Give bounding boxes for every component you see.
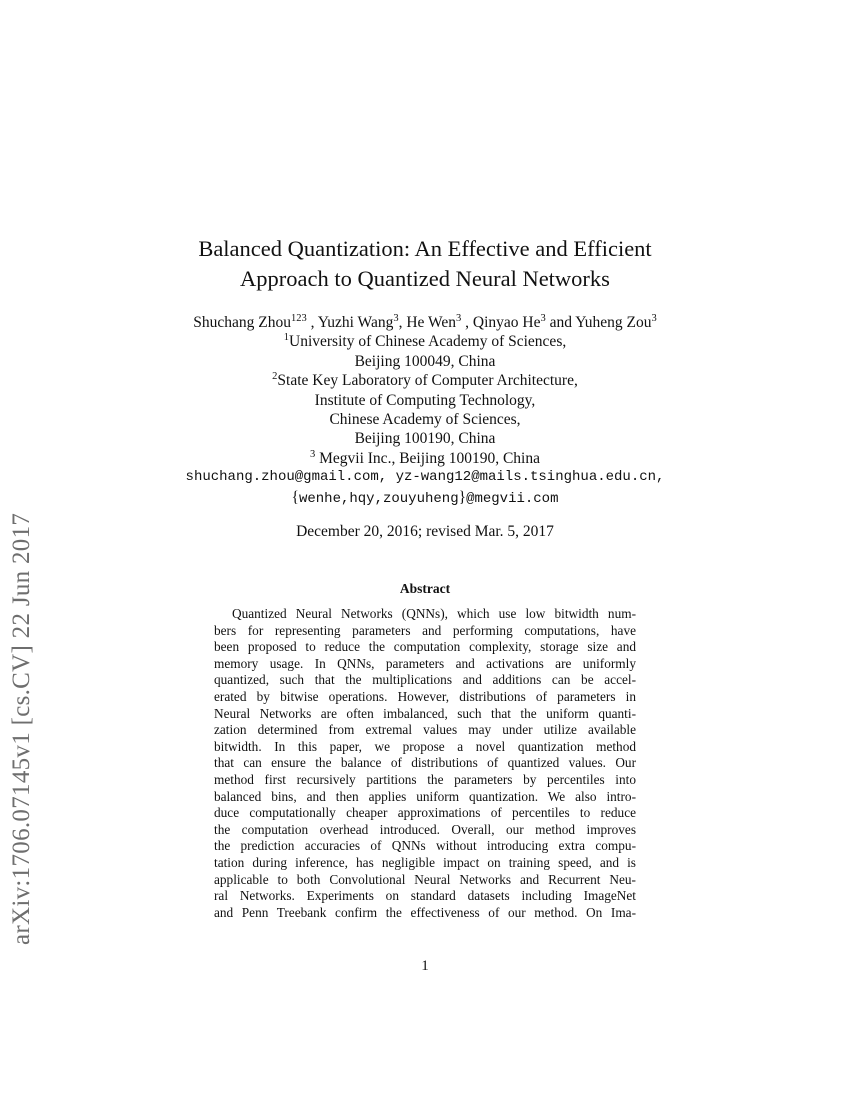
abstract-line: ral Networks. Experiments on standard datasets including ImageNet: [214, 888, 636, 904]
author-separator: ,: [461, 314, 473, 331]
abstract-line: that can ensure the balance of distributions of quantized values. Our: [214, 755, 636, 771]
arxiv-identifier-stamp: arXiv:1706.07145v1 [cs.CV] 22 Jun 2017: [8, 512, 35, 945]
affiliation-1: [0, 332, 850, 351]
affiliation-mark: 1: [283, 332, 290, 344]
abstract-line: bitwidth. In this paper, we propose a novel quantization method: [214, 738, 636, 754]
author-name: He Wen: [406, 314, 457, 331]
paper-date: December 20, 2016; revised Mar. 5, 2017: [296, 523, 554, 540]
affiliation-2-address: Beijing 100190, China: [354, 430, 496, 448]
abstract-heading: Abstract: [399, 581, 451, 596]
affiliation-1-address: Beijing 100049, China: [354, 352, 496, 370]
affiliation-mark: 3: [310, 448, 316, 460]
abstract-body: [214, 606, 636, 921]
author-separator: and: [545, 314, 576, 331]
abstract-line: quantized, such that the multiplications and additions can be accel-: [214, 672, 636, 688]
abstract-line: zation determined from extremal values may under utilize available: [214, 722, 636, 738]
author-affiliation-mark: 3: [651, 312, 657, 324]
affiliation-2-academy: Chinese Academy of Sciences,: [329, 411, 521, 429]
abstract-line: the computation overhead introduced. Overall, our method improves: [214, 821, 636, 837]
affiliation-2: [0, 371, 850, 390]
email-brace-close: }: [458, 488, 467, 506]
abstract-line: Neural Networks are often imbalanced, such that the uniform quanti-: [214, 705, 636, 721]
email-list-line-1: shuchang.zhou@gmail.com, yz-wang12@mails.tsinghua.edu.cn,: [185, 469, 665, 486]
abstract-line: duce computationally cheaper approximations of percentiles to reduce: [214, 805, 636, 821]
author-separator: ,: [398, 314, 407, 331]
email-usernames: wenhe,hqy,zouyuheng: [298, 490, 459, 507]
author-list: [0, 313, 850, 332]
author-affiliation-mark: 3: [540, 312, 546, 324]
abstract-line: tation during inference, has negligible impact on training speed, and is: [214, 854, 636, 870]
author-affiliation-mark: 123: [290, 312, 307, 324]
author-name: Qinyao He: [472, 314, 541, 331]
abstract-line: balanced bins, and then applies uniform quantization. We also intro-: [214, 788, 636, 804]
abstract-line: applicable to both Convolutional Neural Networks and Recurrent Neu-: [214, 871, 636, 887]
abstract-line: bers for representing parameters and performing computations, have: [214, 622, 636, 638]
author-name: Yuheng Zou: [575, 314, 652, 331]
author-block: [0, 313, 850, 509]
abstract-line: erated by bitwise operations. However, distributions of parameters in: [214, 688, 636, 704]
paper-title: [0, 234, 850, 294]
abstract-line: been proposed to reduce the computation complexity, storage size and: [214, 639, 636, 655]
email-list-line-2: [0, 488, 850, 509]
title-line-1: Balanced Quantization: An Effective and Efficient: [198, 236, 652, 261]
email-brace-open: {: [291, 488, 299, 506]
author-name: Shuchang Zhou: [193, 314, 291, 331]
author-separator: ,: [306, 314, 318, 331]
author-affiliation-mark: 3: [456, 312, 462, 324]
abstract-line: the prediction accuracies of QNNs without introducing extra compu-: [214, 838, 636, 854]
affiliation-mark: 2: [272, 371, 278, 383]
abstract-line: memory usage. In QNNs, parameters and activations are uniformly: [214, 655, 636, 671]
affiliation-text: Megvii Inc., Beijing 100190, China: [315, 449, 540, 467]
author-name: Yuzhi Wang: [317, 314, 394, 331]
affiliation-text: State Key Laboratory of Computer Architecture,: [277, 372, 578, 390]
abstract-line: and Penn Treebank confirm the effectiveness of our method. On Ima-: [214, 904, 636, 920]
abstract-line: method first recursively partitions the parameters by percentiles into: [214, 771, 636, 787]
affiliation-2-institute: Institute of Computing Technology,: [314, 391, 536, 409]
affiliation-text: University of Chinese Academy of Sciences,: [289, 333, 567, 351]
author-affiliation-mark: 3: [393, 312, 399, 324]
page-number: 1: [421, 958, 429, 974]
affiliation-3: [0, 449, 850, 468]
title-line-2: Approach to Quantized Neural Networks: [240, 266, 610, 291]
abstract-line: Quantized Neural Networks (QNNs), which use low bitwidth num-: [232, 606, 636, 621]
email-domain: @megvii.com: [466, 490, 559, 507]
